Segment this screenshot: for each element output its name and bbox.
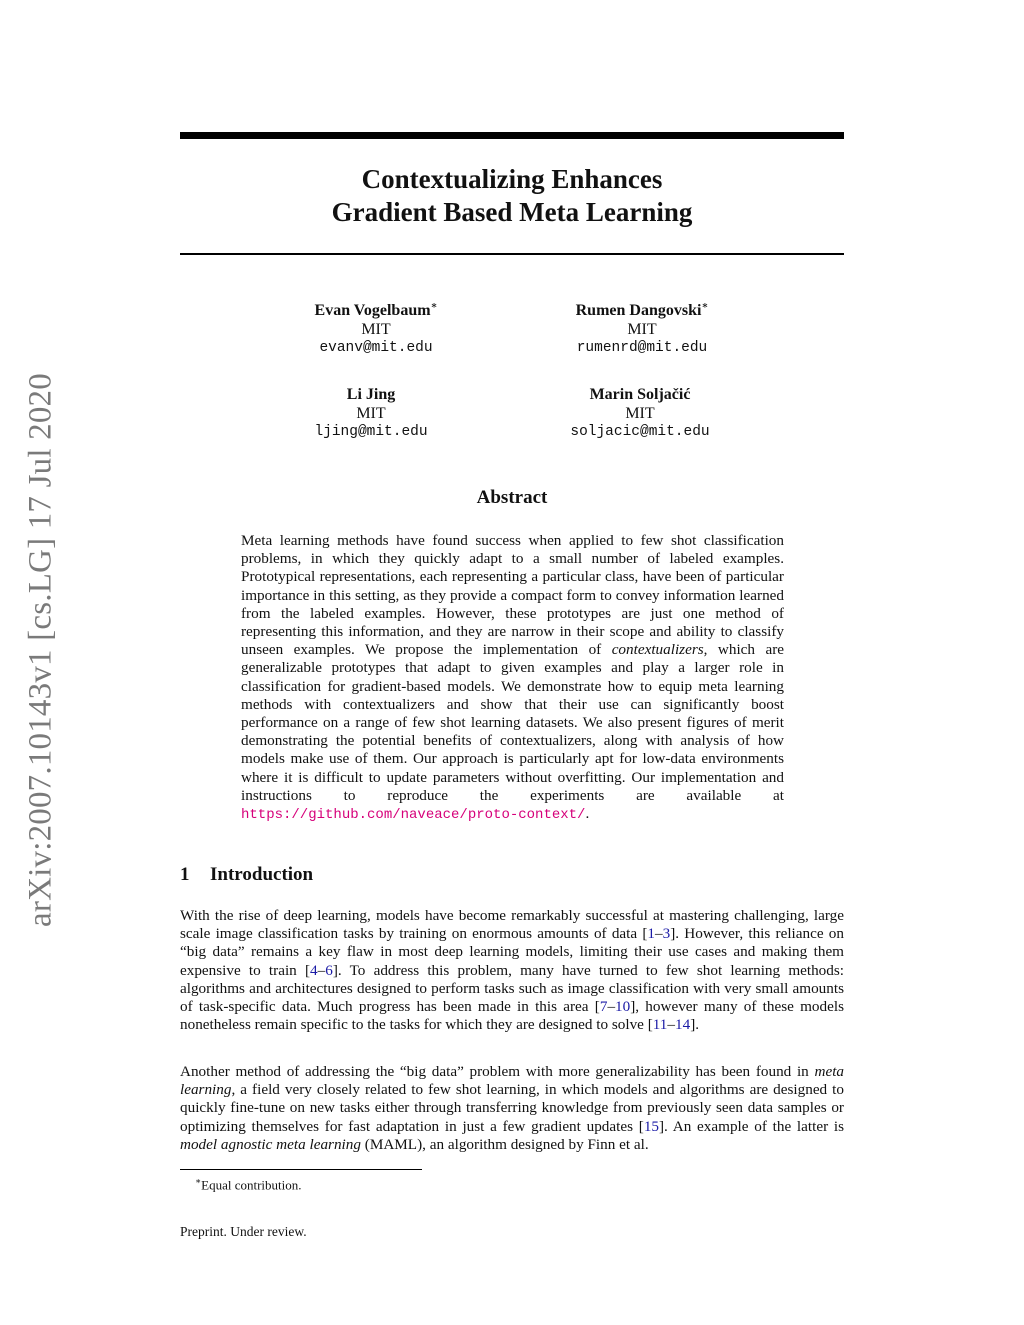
author-email[interactable]: evanv@mit.edu — [319, 340, 433, 356]
author-block — [241, 385, 501, 442]
code-repository-link[interactable]: https://github.com/naveace/proto-context/ — [241, 807, 586, 824]
author-block — [512, 301, 772, 358]
author-name: Rumen Dangovski∗ — [575, 300, 709, 319]
title-bottom-rule — [180, 253, 844, 255]
section-number: 1 — [180, 864, 190, 885]
footnote-text: Equal contribution. — [201, 1177, 302, 1193]
footnote-rule — [180, 1169, 422, 1170]
section-heading-introduction — [180, 863, 313, 887]
abstract-italic-term: contextualizers — [611, 641, 704, 659]
paper-title — [180, 163, 844, 229]
title-line-2: Gradient Based Meta Learning — [331, 197, 693, 227]
intro-paragraph-2: Another method of addressing the “big data” problem with more generalizability has been found in meta learning, a field very closely related to few shot learning, in which models and algorithms are designed to quickly fine-tune on new tasks either through transferring knowledge from previously seen data samples or optimizing themselves for fast adaptation in just a few gradient updates [15]. An example of the latter is model agnostic meta learning (MAML), an algorithm designed by Finn et al. — [180, 1063, 845, 1153]
author-email[interactable]: rumenrd@mit.edu — [576, 340, 708, 356]
title-top-rule — [180, 132, 844, 139]
citation-link[interactable]: 7 — [599, 998, 608, 1016]
preprint-footer: Preprint. Under review. — [180, 1224, 307, 1239]
citation-link[interactable]: 4 — [310, 961, 318, 979]
section-title: Introduction — [210, 864, 314, 885]
author-block — [246, 301, 506, 358]
citation-link[interactable]: 3 — [662, 925, 671, 943]
author-block — [510, 385, 770, 442]
citation-link[interactable]: 6 — [325, 961, 333, 979]
author-affiliation: MIT — [361, 321, 391, 338]
arxiv-id-text: arXiv:2007.10143v1 [cs.LG] 17 Jul 2020 — [22, 373, 59, 927]
abstract-heading: Abstract — [476, 487, 548, 508]
author-name: Evan Vogelbaum∗ — [314, 300, 438, 319]
author-name: Marin Soljačić — [589, 386, 691, 403]
citation-link[interactable]: 10 — [615, 998, 631, 1016]
author-affiliation: MIT — [356, 405, 386, 422]
title-line-1: Contextualizing Enhances — [361, 164, 663, 194]
arxiv-sidebar-identifier — [12, 360, 70, 940]
citation-link[interactable]: 1 — [647, 925, 656, 943]
author-affiliation: MIT — [625, 405, 655, 422]
intro-paragraph-1: With the rise of deep learning, models have become remarkably successful at mastering challenging, large scale image classification tasks by training on enormous amounts of data [1–3]. However, this reliance on “big data” remains a key flaw in most deep learning models, limiting their use cases and making them expensive to train [4–6]. To address this problem, many have turned to few shot learning methods: algorithms and architectures designed to perform tasks such as image classification with very small amounts of task-specific data. Much progress has been made in this area [7–10], however many of these models nonetheless remain specific to the tasks for which they are designed to solve [11–14]. — [180, 907, 845, 1034]
citation-link[interactable]: 15 — [643, 1117, 659, 1135]
footnote-equal-contribution — [195, 1173, 302, 1193]
citation-link[interactable]: 11 — [652, 1016, 668, 1034]
author-email[interactable]: soljacic@mit.edu — [570, 424, 710, 440]
author-name: Li Jing — [346, 386, 396, 403]
author-affiliation: MIT — [627, 321, 657, 338]
abstract-text: Meta learning methods have found success when applied to few shot classification problems, in which they quickly adapt to a small number of labeled examples. Prototypical representations, each representing a particular class, have been of particular importance in this setting, as they provide a compact form to convey information learned from the labeled examples. However, these prototypes are just one method of representing this information, and they are narrow in their scope and ability to classify unseen examples. We propose the implementation of contextualizers, which are generalizable prototypes that adapt to given examples and play a larger role in classification for gradient-based models. We demonstrate how to equip meta learning methods with contextualizers and show that their use can significantly boost performance on a range of few shot learning datasets. We also present figures of merit demonstrating the potential benefits of contextualizers, along with analysis of how models make use of them. Our approach is particularly apt for low-data environments where it is difficult to update parameters without overfitting. Our implementation and instructions to reproduce the experiments are available at https://github.com/naveace/proto-context/. — [241, 532, 784, 824]
footnote-mark: ∗ — [195, 1176, 202, 1186]
citation-link[interactable]: 14 — [675, 1016, 691, 1034]
author-email[interactable]: ljing@mit.edu — [314, 424, 428, 440]
